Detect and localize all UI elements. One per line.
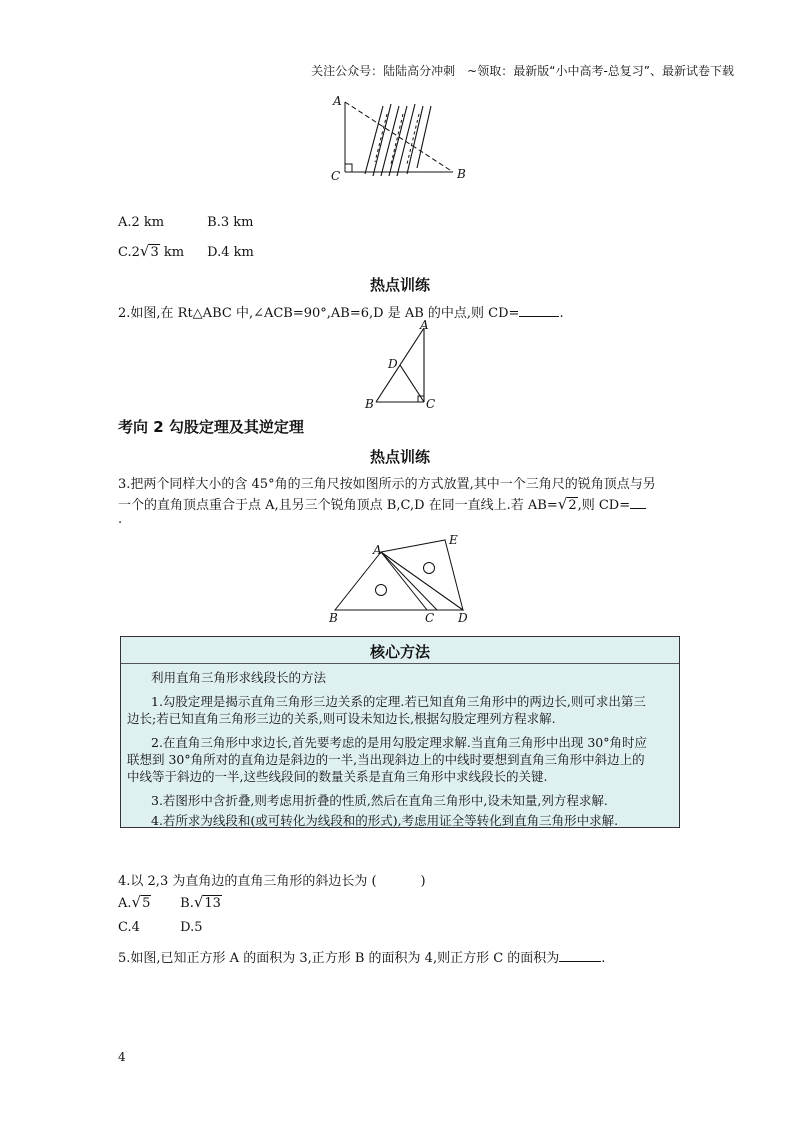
- core-method-p4: 4.若所求为线段和(或可转化为线段和的形式),考虑用证全等转化到直角三角形中求解.: [151, 813, 619, 828]
- q4-answer-slot[interactable]: [377, 873, 421, 885]
- q1-label-b: B: [457, 167, 466, 181]
- q1-options-row1: [118, 215, 253, 230]
- q2-label-b: B: [365, 397, 374, 410]
- q3-line2: 一个的直角顶点重合于点 A,且另三个锐角顶点 B,C,D 在同一直线上.若 AB=√2,则 CD=: [118, 494, 646, 513]
- q4-options-row1: [118, 893, 222, 911]
- q5-text: 5.如图,已知正方形 A 的面积为 3,正方形 B 的面积为 4,则正方形 C 的面积为 .: [118, 951, 606, 966]
- sqrt-symbol: √3: [139, 242, 159, 260]
- q5-answer-blank[interactable]: [559, 949, 601, 962]
- q3-line1: 3.把两个同样大小的含 45°角的三角尺按如图所示的方式放置,其中一个三角尺的锐角顶点与另: [118, 477, 656, 492]
- q3-hole-right: [424, 563, 435, 574]
- sqrt-symbol: √2: [557, 495, 577, 513]
- q1-option-b[interactable]: B.3 km: [207, 215, 254, 230]
- q3-label-a: A: [373, 543, 382, 557]
- core-method-p3: 3.若图形中含折叠,则考虑用折叠的性质,然后在直角三角形中,设未知量,列方程求解.: [151, 793, 608, 808]
- q1-river-dashed: [375, 114, 419, 164]
- q4-option-c[interactable]: C.4: [118, 920, 140, 935]
- q2-label-d: D: [388, 357, 398, 371]
- core-method-title-divider: [121, 663, 679, 664]
- q3-line3: .: [118, 512, 123, 527]
- q1-river-lines: [365, 104, 431, 176]
- q3-label-e: E: [449, 533, 458, 547]
- hot-training-title-2: 热点训练: [369, 448, 430, 466]
- sqrt-symbol: √5: [131, 893, 151, 911]
- q4-option-a[interactable]: A.√5: [118, 893, 151, 911]
- core-method-p2-line2: 联想到 30°角所对的直角边是斜边的一半,当出现斜边上的中线时要想到直角三角形中斜边上的: [127, 752, 645, 767]
- q3-label-d: D: [458, 611, 468, 624]
- q3-figure: [325, 532, 485, 624]
- q2-text: 2.如图,在 Rt△ABC 中,∠ACB=90°,AB=6,D 是 AB 的中点,则 CD= .: [118, 306, 564, 321]
- q1-option-c[interactable]: C.2√3 km: [118, 242, 185, 260]
- q2-label-a: A: [420, 318, 429, 332]
- q1-label-a: A: [333, 94, 342, 108]
- core-method-p1-line2: 边长;若已知直角三角形三边的关系,则可设未知边长,根据勾股定理列方程求解.: [127, 711, 556, 726]
- q1-option-d[interactable]: D.4 km: [207, 245, 254, 260]
- hot-training-title-1: 热点训练: [369, 276, 430, 294]
- q3-label-b: B: [329, 611, 338, 624]
- section-title-2: 考向 2 勾股定理及其逆定理: [118, 418, 304, 436]
- page-header: 关注公众号：陆陆高分冲刺 ~领取：最新版“小中高考-总复习”、最新试卷下载: [311, 64, 734, 78]
- core-method-title: 核心方法: [369, 643, 430, 661]
- q2-label-c: C: [426, 397, 436, 410]
- core-method-p2-line3: 中线等于斜边的一半,这些线段间的数量关系是直角三角形中求线段长的关键.: [127, 769, 548, 784]
- q1-options-row2: [118, 242, 254, 260]
- q3-hole-left: [376, 585, 387, 596]
- q4-option-b[interactable]: B.√13: [180, 893, 221, 911]
- core-method-p1-line1: 1.勾股定理是揭示直角三角形三边关系的定理.若已知直角三角形中的两边长,则可求出第三: [151, 694, 646, 709]
- page-number: 4: [118, 1050, 126, 1064]
- q1-label-c: C: [331, 169, 341, 183]
- q4-options-row2: [118, 920, 203, 935]
- q3-label-c: C: [425, 611, 435, 624]
- q2-answer-blank[interactable]: [519, 304, 559, 317]
- core-method-intro: 利用直角三角形求线段长的方法: [151, 670, 327, 685]
- q4-option-d[interactable]: D.5: [180, 920, 203, 935]
- q4-text: 4.以 2,3 为直角边的直角三角形的斜边长为 ( ): [118, 874, 426, 889]
- sqrt-symbol: √13: [193, 893, 221, 911]
- q1-right-angle-mark: [345, 164, 352, 172]
- q3-answer-blank[interactable]: [630, 496, 646, 509]
- core-method-p2-line1: 2.在直角三角形中求边长,首先要考虑的是用勾股定理求解.当直角三角形中出现 30°角时应: [151, 735, 648, 750]
- core-method-box: [120, 636, 680, 828]
- q1-figure: [325, 92, 485, 187]
- q1-option-a[interactable]: A.2 km: [118, 215, 165, 230]
- q2-figure: [362, 318, 442, 410]
